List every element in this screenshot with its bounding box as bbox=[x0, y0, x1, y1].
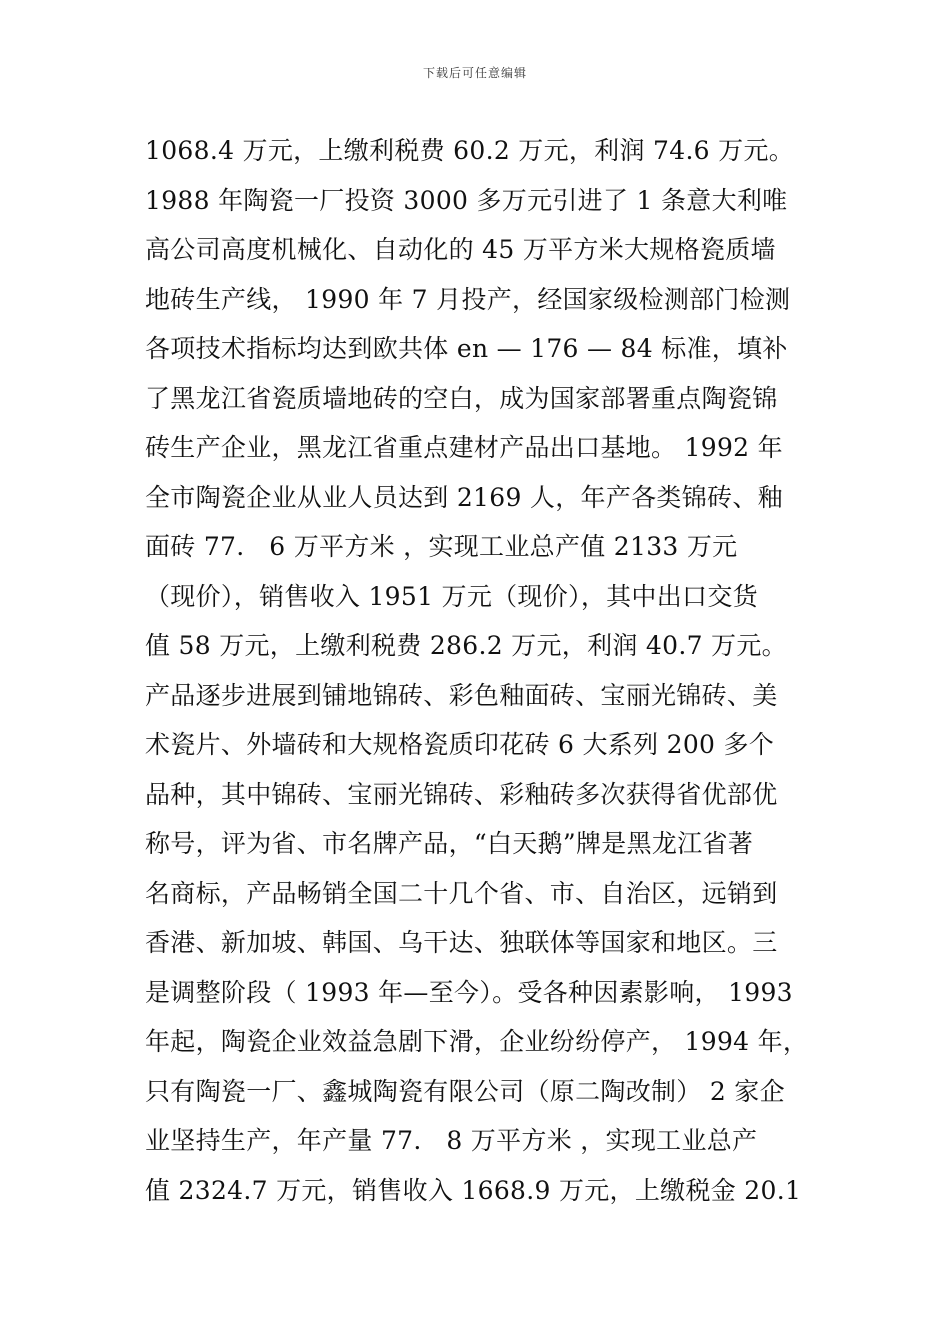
text-line: 香港、新加坡、韩国、乌干达、独联体等国家和地区。三 bbox=[145, 928, 778, 957]
text-line: 面砖 77. 6 万平方米 ，实现工业总产值 2133 万元 bbox=[145, 532, 738, 561]
text-line: （现价），销售收入 1951 万元（现价），其中出口交货 bbox=[145, 581, 758, 611]
text-line: 高公司高度机械化、自动化的 45 万平方米大规格瓷质墙 bbox=[145, 235, 776, 264]
text-line: 产品逐步进展到铺地锦砖、彩色釉面砖、宝丽光锦砖、美 bbox=[145, 680, 778, 710]
text-line: 只有陶瓷一厂、鑫城陶瓷有限公司（原二陶改制） 2 家企 bbox=[145, 1076, 785, 1106]
text-line: 年起，陶瓷企业效益急剧下滑，企业纷纷停产， 1994 年， bbox=[145, 1027, 809, 1056]
text-line: 砖生产企业，黑龙江省重点建材产品出口基地。 1992 年 bbox=[145, 433, 783, 462]
text-line: 值 2324.7 万元，销售收入 1668.9 万元，上缴税金 20.1 bbox=[145, 1175, 802, 1205]
text-line: 名商标，产品畅销全国二十几个省、市、自治区，远销到 bbox=[145, 878, 778, 908]
text-line: 术瓷片、外墙砖和大规格瓷质印花砖 6 大系列 200 多个 bbox=[145, 730, 775, 759]
text-line: 1988 年陶瓷一厂投资 3000 多万元引进了 1 条意大利唯 bbox=[145, 185, 788, 215]
text-line: 各项技术指标均达到欧共体 en — 176 — 84 标准，填补 bbox=[145, 334, 788, 363]
text-line: 值 58 万元，上缴利税费 286.2 万元，利润 40.7 万元。 bbox=[145, 631, 787, 660]
text-line: 全市陶瓷企业从业人员达到 2169 人，年产各类锦砖、釉 bbox=[145, 482, 783, 512]
text-line: 了黑龙江省瓷质墙地砖的空白，成为国家部署重点陶瓷锦 bbox=[145, 383, 778, 413]
text-line: 是调整阶段（ 1993 年—至今）。受各种因素影响， 1993 bbox=[145, 977, 793, 1007]
text-line: 品种，其中锦砖、宝丽光锦砖、彩釉砖多次获得省优部优 bbox=[145, 779, 778, 809]
body-text bbox=[145, 126, 845, 1215]
text-line: 1068.4 万元，上缴利税费 60.2 万元，利润 74.6 万元。 bbox=[145, 136, 795, 165]
text-line: 业坚持生产，年产量 77. 8 万平方米 ，实现工业总产 bbox=[145, 1126, 758, 1155]
text-line: 地砖生产线， 1990 年 7 月投产，经国家级检测部门检测 bbox=[145, 284, 791, 314]
text-line: 称号，评为省、市名牌产品，“白天鹅”牌是黑龙江省著 bbox=[145, 829, 754, 858]
page-header: 下载后可任意编辑 bbox=[422, 66, 527, 80]
